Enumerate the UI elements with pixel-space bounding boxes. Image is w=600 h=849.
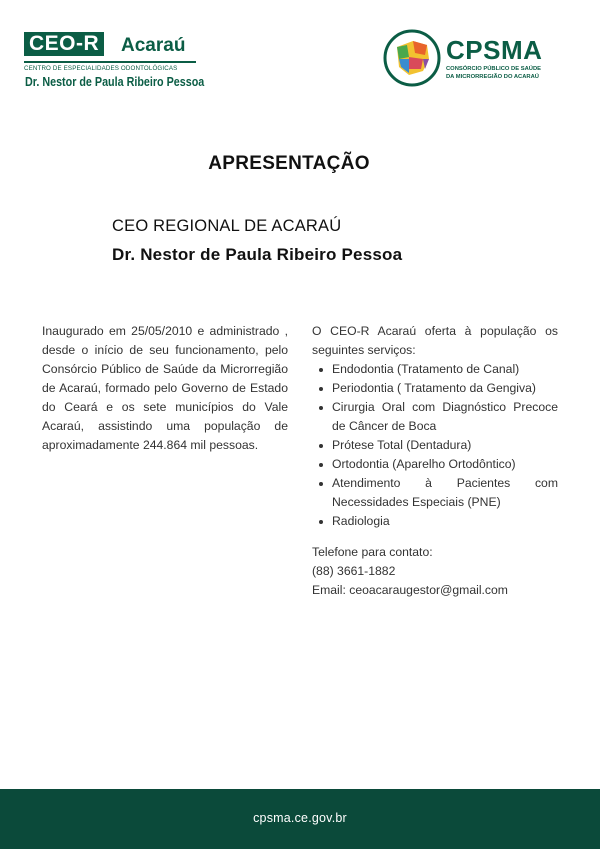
section-heading: CEO REGIONAL DE ACARAÚ <box>112 217 342 235</box>
intro-paragraph: Inaugurado em 25/05/2010 e administrado , desde o início de seu funcionamento, pelo Consórcio Público de Saúde da Microrregião de Acaraú, formado pelo Governo de Estado do Ceará e os sete municípios do Vale Acaraú, assistindo uma população de aproximadamente 244.864 mil pessoas. <box>42 324 288 452</box>
cpsma-logo <box>383 29 575 87</box>
contact-email: Email: ceoacaraugestor@gmail.com <box>312 583 508 597</box>
ceo-logo-subtitle: CENTRO DE ESPECIALIDADES ODONTOLÓGICAS <box>24 61 196 73</box>
ceo-r-logo <box>24 32 204 92</box>
contact-block <box>312 543 558 600</box>
service-item: Periodontia ( Tratamento da Gengiva) <box>332 379 558 398</box>
footer-bar <box>0 789 600 849</box>
contact-phone: (88) 3661-1882 <box>312 564 396 578</box>
page-title: APRESENTAÇÃO <box>208 153 370 174</box>
service-item: Endodontia (Tratamento de Canal) <box>332 360 558 379</box>
cpsma-subtitle-line2: DA MICRORREGIÃO DO ACARAÚ <box>446 73 539 80</box>
footer-url: cpsma.ce.gov.br <box>253 811 347 825</box>
contact-label: Telefone para contato: <box>312 545 433 559</box>
service-item: Prótese Total (Dentadura) <box>332 436 558 455</box>
service-item: Ortodontia (Aparelho Ortodôntico) <box>332 455 558 474</box>
services-list <box>312 360 558 531</box>
cpsma-logo-subtitle <box>446 66 541 81</box>
cpsma-logo-title: CPSMA <box>446 35 543 65</box>
service-item: Atendimento à Pacientes com Necessidades Especiais (PNE) <box>332 474 558 512</box>
service-item: Cirurgia Oral com Diagnóstico Precoce de Câncer de Boca <box>332 398 558 436</box>
ceo-logo-name: Dr. Nestor de Paula Ribeiro Pessoa <box>25 75 205 89</box>
services-intro: O CEO-R Acaraú oferta à população os seguintes serviços: <box>312 324 558 357</box>
services-column <box>312 322 558 600</box>
ceo-logo-city: Acaraú <box>121 35 186 56</box>
section-subheading: Dr. Nestor de Paula Ribeiro Pessoa <box>112 245 403 264</box>
service-item: Radiologia <box>332 512 558 531</box>
cpsma-map-emblem-icon <box>383 29 441 87</box>
cpsma-subtitle-line1: CONSÓRCIO PÚBLICO DE SAÚDE <box>446 66 542 72</box>
ceo-logo-badge: CEO-R <box>24 32 104 56</box>
